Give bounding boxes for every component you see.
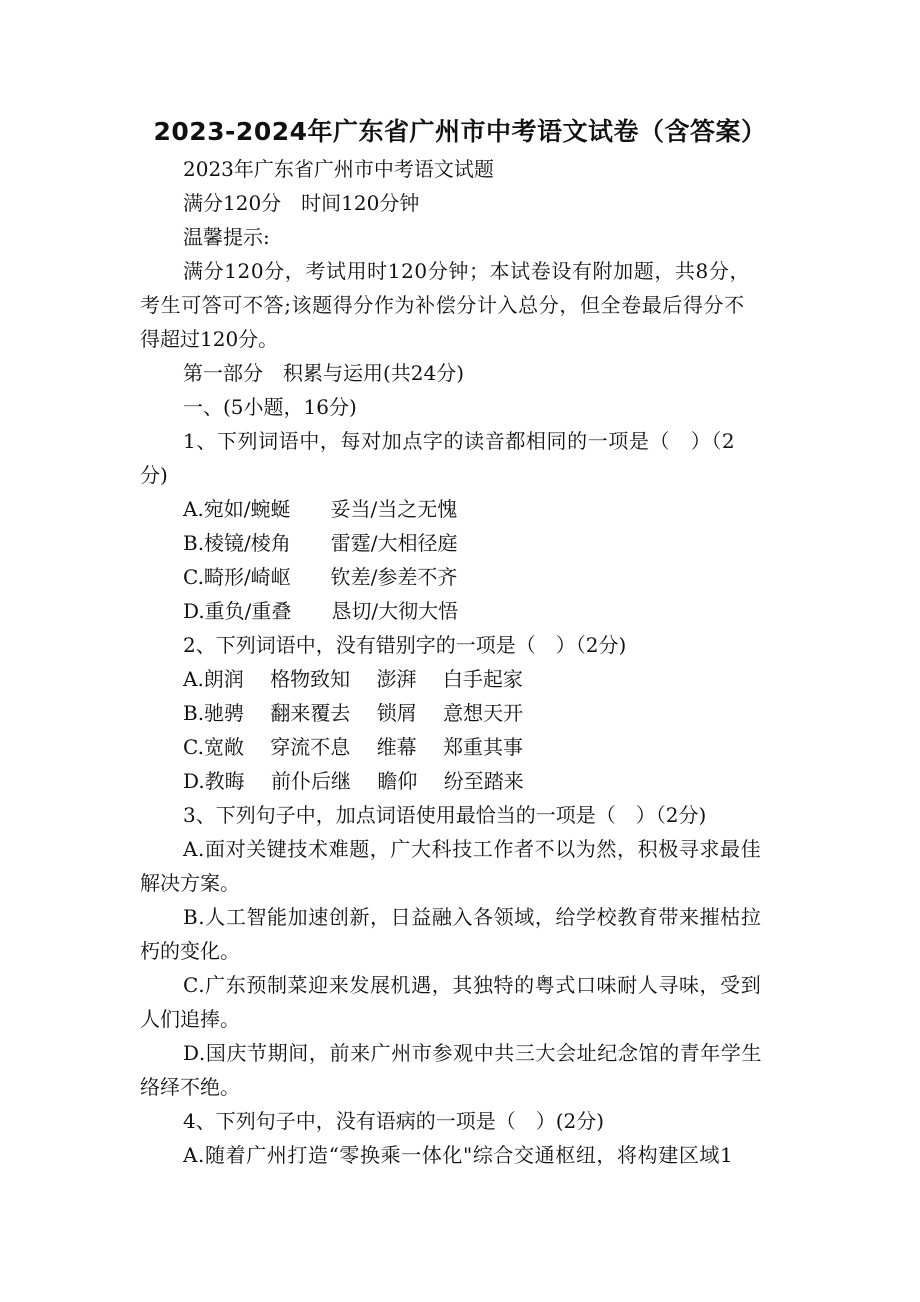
document-body <box>140 152 790 1172</box>
exam-subtitle: 2023年广东省广州市中考语文试题 <box>183 157 494 181</box>
question-1: 1、下列词语中，每对加点字的读音都相同的一项是（ ）（2 <box>183 429 736 453</box>
question-3-option-b: 朽的变化。 <box>140 939 240 963</box>
notice-text: 满分120分，考试用时120分钟；本试卷设有附加题，共8分， <box>183 259 751 283</box>
document-title: 2023-2024年广东省广州市中考语文试卷（含答案） <box>153 117 767 146</box>
question-3-option-b: B.人工智能加速创新，日益融入各领域，给学校教育带来摧枯拉 <box>183 905 762 929</box>
question-3: 3、下列句子中，加点词语使用最恰当的一项是（ ）（2分) <box>183 803 707 827</box>
section-heading: 第一部分 积累与运用(共24分) <box>183 361 465 385</box>
question-3-option-a: 解决方案。 <box>140 871 240 895</box>
question-4-option-a: A.随着广州打造“零换乘一体化"综合交通枢纽，将构建区域1 <box>183 1143 734 1167</box>
question-2-option-d: D.教晦 前仆后继 瞻仰 纷至踏来 <box>183 769 524 793</box>
question-1-option-b: B.棱镜/棱角 雷霆/大相径庭 <box>183 531 458 555</box>
notice-heading: 温馨提示: <box>183 225 270 249</box>
question-2-option-b: B.驰骋 翻来覆去 锁屑 意想天开 <box>183 701 524 725</box>
question-2-option-a: A.朗润 格物致知 澎湃 白手起家 <box>183 667 523 691</box>
question-3-option-a: A.面对关键技术难题，广大科技工作者不以为然，积极寻求最佳 <box>183 837 762 861</box>
question-4: 4、下列句子中，没有语病的一项是（ ）(2分) <box>183 1109 605 1133</box>
question-3-option-c: 人们追捧。 <box>140 1007 240 1031</box>
question-1: 分) <box>140 463 168 487</box>
question-1-option-a: A.宛如/蜿蜒 妥当/当之无愧 <box>183 497 458 521</box>
question-3-option-d: D.国庆节期间，前来广州市参观中共三大会址纪念馆的青年学生 <box>183 1041 763 1065</box>
question-2-option-c: C.宽敞 穿流不息 维幕 郑重其事 <box>183 735 524 759</box>
question-1-option-d: D.重负/重叠 恳切/大彻大悟 <box>183 599 459 623</box>
question-1-option-c: C.畸形/崎岖 钦差/参差不齐 <box>183 565 458 589</box>
question-3-option-d: 络绎不绝。 <box>140 1075 240 1099</box>
exam-score-time: 满分120分 时间120分钟 <box>183 191 420 215</box>
question-2: 2、下列词语中，没有错别字的一项是（ ）（2分) <box>183 633 627 657</box>
question-3-option-c: C.广东预制菜迎来发展机遇，其独特的粤式口味耐人寻味，受到 <box>183 973 762 997</box>
part-heading: 一、(5小题，16分) <box>183 395 357 419</box>
notice-text: 得超过120分。 <box>140 327 279 351</box>
notice-text: 考生可答可不答;该题得分作为补偿分计入总分，但全卷最后得分不 <box>140 293 745 317</box>
